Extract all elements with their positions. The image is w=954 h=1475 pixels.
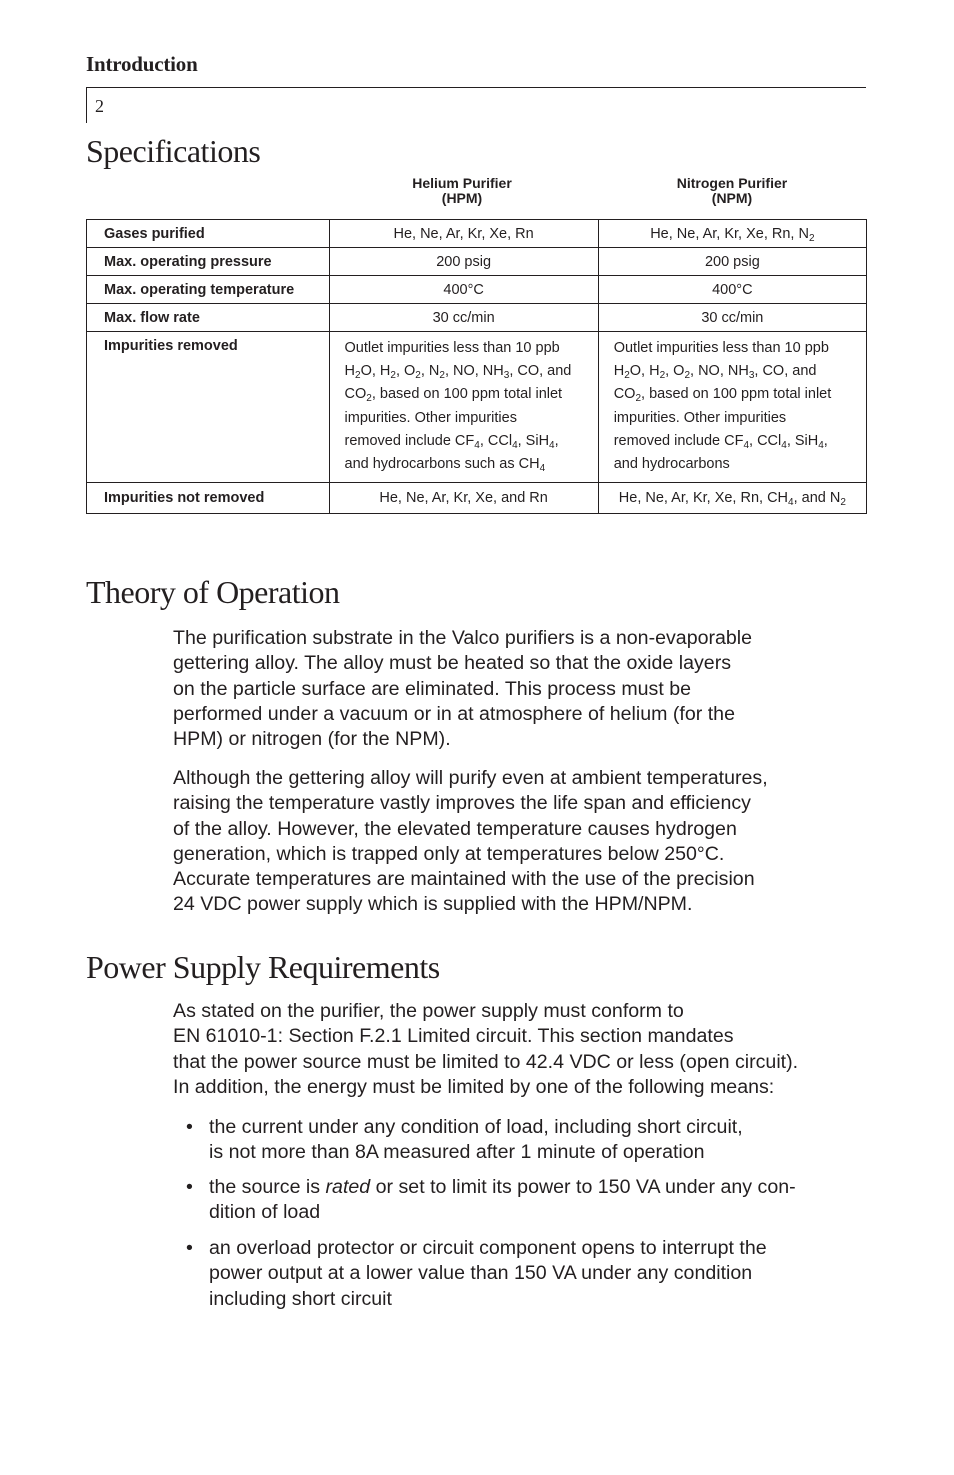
page-number: 2 (95, 96, 104, 116)
cell-npm: 30 cc/min (598, 304, 866, 332)
header-rule (86, 87, 866, 88)
table-row-temperature (87, 276, 867, 304)
theory-heading: Theory of Operation (86, 574, 340, 610)
row-label: Impurities not removed (87, 483, 330, 514)
column-header-npm-line2: (NPM) (711, 190, 753, 206)
column-header-hpm-line1: Helium Purifier (412, 175, 512, 191)
table-row-impurities-not-removed (87, 483, 867, 514)
cell-hpm: He, Ne, Ar, Kr, Xe, and Rn (329, 483, 598, 514)
row-label: Max. operating pressure (87, 248, 330, 276)
column-header-hpm-line2: (HPM) (441, 190, 483, 206)
cell-hpm: 400°C (329, 276, 598, 304)
row-label: Gases purified (87, 220, 330, 248)
running-header: Introduction (86, 52, 198, 76)
cell-npm: He, Ne, Ar, Kr, Xe, Rn, $N_2$ (598, 220, 866, 248)
theory-paragraph-2: Although the gettering alloy will purify even at ambient temperatures, raising the temperature vastly improves the life span and efficiency of the alloy. However, the elevated temperature causes hydrogen generation, which is trapped only at temperatures below 250°C. Accurate temperatures are maintained with the use of the precision 24 VDC power supply which is supplied with the HPM/NPM. (173, 767, 768, 916)
specifications-table (86, 219, 867, 514)
cell-hpm: 30 cc/min (329, 304, 598, 332)
cell-hpm: He, Ne, Ar, Kr, Xe, Rn (329, 220, 598, 248)
cell-npm: He, Ne, Ar, Kr, Xe, Rn, $CH_4$, and $N_2$ (598, 483, 866, 514)
table-row-impurities-removed (87, 332, 867, 483)
cell-hpm: 200 psig (329, 248, 598, 276)
bullet-icon: • (186, 1116, 193, 1138)
row-label: Impurities removed (87, 332, 330, 483)
cell-hpm: Outlet impurities less than 10 ppb $H_2O$, $H_2$, $O_2$, $N_2$, NO, $NH_3$, CO, and $CO_2$, based on 100 ppm total inlet impurities. Other impurities removed include $CF_4$, CCl$_4$, SiH$_4$, and hydrocarbons such as $CH_4$ (329, 332, 598, 483)
power-heading: Power Supply Requirements (86, 949, 440, 985)
cell-npm: Outlet impurities less than 10 ppb $H_2O$, $H_2$, $O_2$, NO, $NH_3$, CO, and $CO_2$, based on 100 ppm total inlet impurities. Other impurities removed include $CF_4$, CCl$_4$, SiH$_4$, and hydrocarbons (598, 332, 866, 483)
table-row-gases (87, 220, 867, 248)
cell-npm: 400°C (598, 276, 866, 304)
power-paragraph: As stated on the purifier, the power supply must conform to EN 61010-1: Section F.2.1 Limited circuit. This section mandates that the power source must be limited to 42.4 VDC or less (open circuit). In addition, the energy must be limited by one of the following means: (173, 1000, 799, 1098)
column-header-hpm (327, 176, 597, 206)
table-row-pressure (87, 248, 867, 276)
theory-paragraph-1: The purification substrate in the Valco purifiers is a non-evaporable gettering alloy. The alloy must be heated so that the oxide layers on the particle surface are eliminated. This process must be performed under a vacuum or in at atmosphere of helium (for the HPM) or nitrogen (for the NPM). (173, 627, 753, 751)
cell-npm: 200 psig (598, 248, 866, 276)
table-row-flow (87, 304, 867, 332)
column-header-npm-line1: Nitrogen Purifier (676, 175, 788, 191)
page-number-rule (86, 87, 87, 123)
row-label: Max. operating temperature (87, 276, 330, 304)
bullet-icon: • (186, 1176, 193, 1198)
bullet-icon: • (186, 1237, 193, 1259)
row-label: Max. flow rate (87, 304, 330, 332)
column-header-npm (597, 176, 867, 206)
specifications-heading: Specifications (86, 133, 261, 169)
